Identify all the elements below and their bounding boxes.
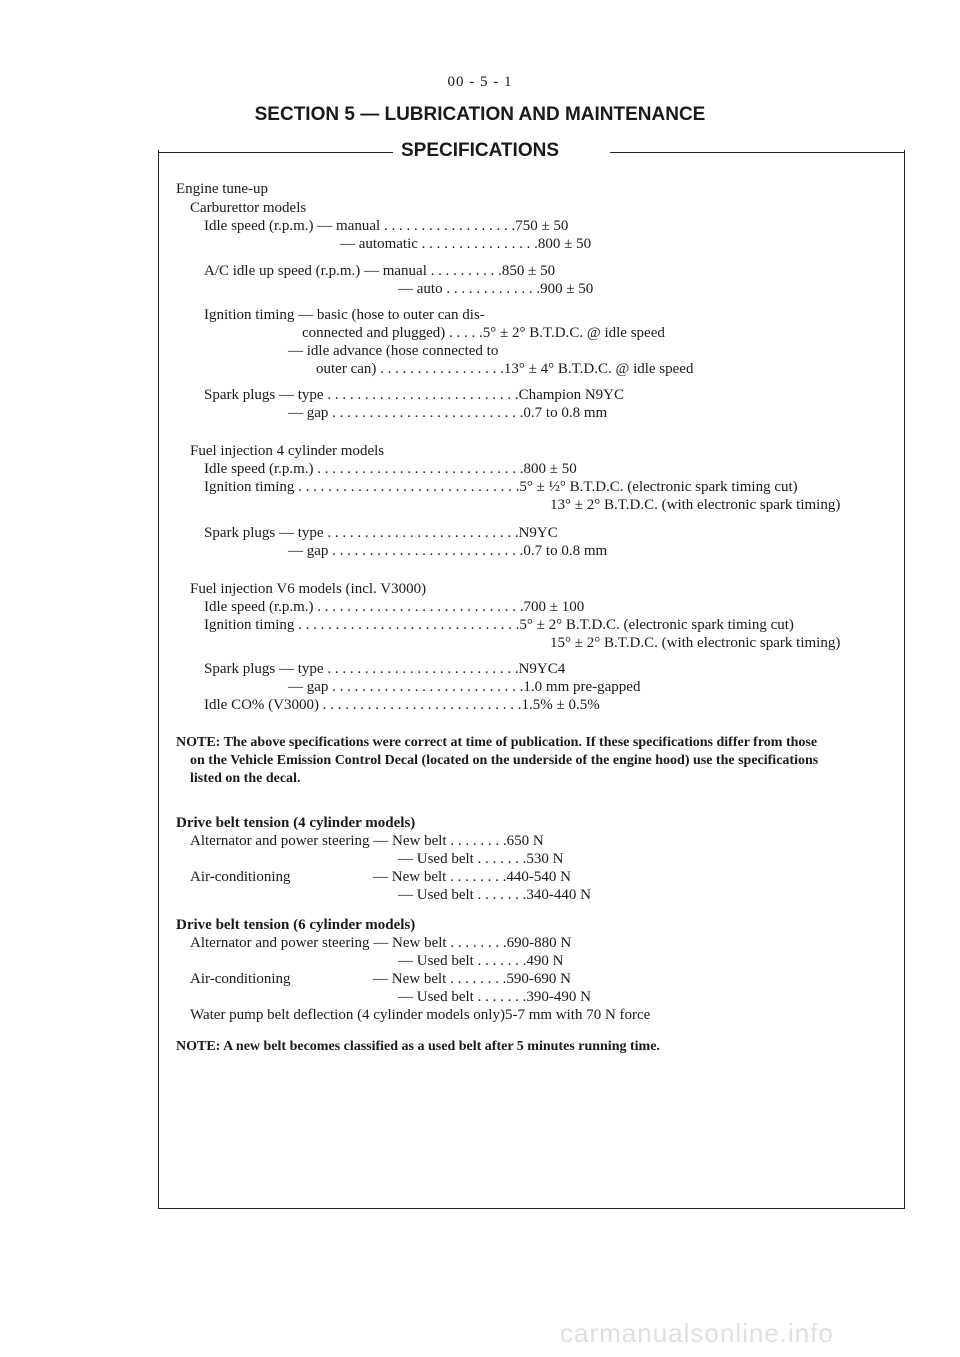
watermark: carmanualsonline.info: [560, 1318, 834, 1348]
spec-line: — gap . . . . . . . . . . . . . . . . . . . . . . . . . .1.0 mm pre-gapped: [288, 679, 641, 695]
spec-line: Ignition timing — basic (hose to outer can dis-: [204, 307, 485, 323]
spec-line: Ignition timing . . . . . . . . . . . . . . . . . . . . . . . . . . . . . .5° ± ½° B.T.D.C. (electronic spark timing cut): [204, 479, 798, 495]
spec-line: Alternator and power steering — New belt . . . . . . . .650 N: [190, 833, 544, 849]
spec-line: 15° ± 2° B.T.D.C. (with electronic spark timing): [550, 635, 841, 651]
spec-line: 13° ± 2° B.T.D.C. (with electronic spark timing): [550, 497, 841, 513]
spec-line: — gap . . . . . . . . . . . . . . . . . . . . . . . . . .0.7 to 0.8 mm: [288, 405, 608, 421]
spec-line: Spark plugs — type . . . . . . . . . . . . . . . . . . . . . . . . . .N9YC: [204, 525, 558, 541]
belt6-heading: Drive belt tension (6 cylinder models): [176, 917, 416, 933]
spec-line: — auto . . . . . . . . . . . . .900 ± 50: [398, 281, 594, 297]
fiv6-heading: Fuel injection V6 models (incl. V3000): [190, 581, 427, 597]
note-specifications: NOTE: The above specifications were correct at time of publication. If these specifications differ from those: [176, 735, 818, 750]
spec-line: — gap . . . . . . . . . . . . . . . . . . . . . . . . . .0.7 to 0.8 mm: [288, 543, 608, 559]
spec-line: — Used belt . . . . . . .530 N: [398, 851, 564, 867]
spec-line: A/C idle up speed (r.p.m.) — manual . . . . . . . . . .850 ± 50: [204, 263, 556, 279]
spec-line: — Used belt . . . . . . .340-440 N: [398, 887, 591, 903]
spec-line: Water pump belt deflection (4 cylinder models only)5-7 mm with 70 N force: [190, 1007, 651, 1023]
spec-line: Idle speed (r.p.m.) . . . . . . . . . . . . . . . . . . . . . . . . . . . .700 ± 100: [204, 599, 585, 615]
note-specifications: on the Vehicle Emission Control Decal (located on the underside of the engine hood) use the specifications: [190, 753, 819, 768]
note-specifications: listed on the decal.: [190, 771, 301, 786]
note-belt: NOTE: A new belt becomes classified as a used belt after 5 minutes running time.: [176, 1039, 660, 1054]
spec-line: Idle CO% (V3000) . . . . . . . . . . . . . . . . . . . . . . . . . . .1.5% ± 0.5%: [204, 697, 600, 713]
engine-tuneup-heading: Engine tune-up: [176, 181, 269, 197]
spec-line: — Used belt . . . . . . .490 N: [398, 953, 564, 969]
belt4-heading: Drive belt tension (4 cylinder models): [176, 815, 416, 831]
carburettor-models-heading: Carburettor models: [190, 200, 307, 216]
spec-line: Spark plugs — type . . . . . . . . . . . . . . . . . . . . . . . . . .N9YC4: [204, 661, 566, 677]
spec-line: Alternator and power steering — New belt . . . . . . . .690-880 N: [190, 935, 572, 951]
spec-line: — Used belt . . . . . . .390-490 N: [398, 989, 591, 1005]
spec-line: Air-conditioning — New belt . . . . . . . .440-540 N: [190, 869, 571, 885]
spec-line: outer can) . . . . . . . . . . . . . . . . .13° ± 4° B.T.D.C. @ idle speed: [316, 361, 694, 377]
spec-line: Idle speed (r.p.m.) . . . . . . . . . . . . . . . . . . . . . . . . . . . .800 ± 50: [204, 461, 577, 477]
fi4-heading: Fuel injection 4 cylinder models: [190, 443, 385, 459]
spec-line: Idle speed (r.p.m.) — manual . . . . . . . . . . . . . . . . . .750 ± 50: [204, 218, 569, 234]
spec-line: — idle advance (hose connected to: [288, 343, 499, 359]
spec-line: Ignition timing . . . . . . . . . . . . . . . . . . . . . . . . . . . . . .5° ± 2° B.T.D.C. (electronic spark timing cut): [204, 617, 794, 633]
spec-line: Spark plugs — type . . . . . . . . . . . . . . . . . . . . . . . . . .Champion N9YC: [204, 387, 624, 403]
spec-line: — automatic . . . . . . . . . . . . . . . .800 ± 50: [340, 236, 592, 252]
page-number: 00 - 5 - 1: [447, 74, 513, 90]
section-title: SECTION 5 — LUBRICATION AND MAINTENANCE: [254, 104, 706, 125]
specifications-heading: SPECIFICATIONS: [0, 140, 960, 162]
spec-line: connected and plugged) . . . . .5° ± 2° B.T.D.C. @ idle speed: [302, 325, 665, 341]
spec-line: Air-conditioning — New belt . . . . . . . .590-690 N: [190, 971, 571, 987]
